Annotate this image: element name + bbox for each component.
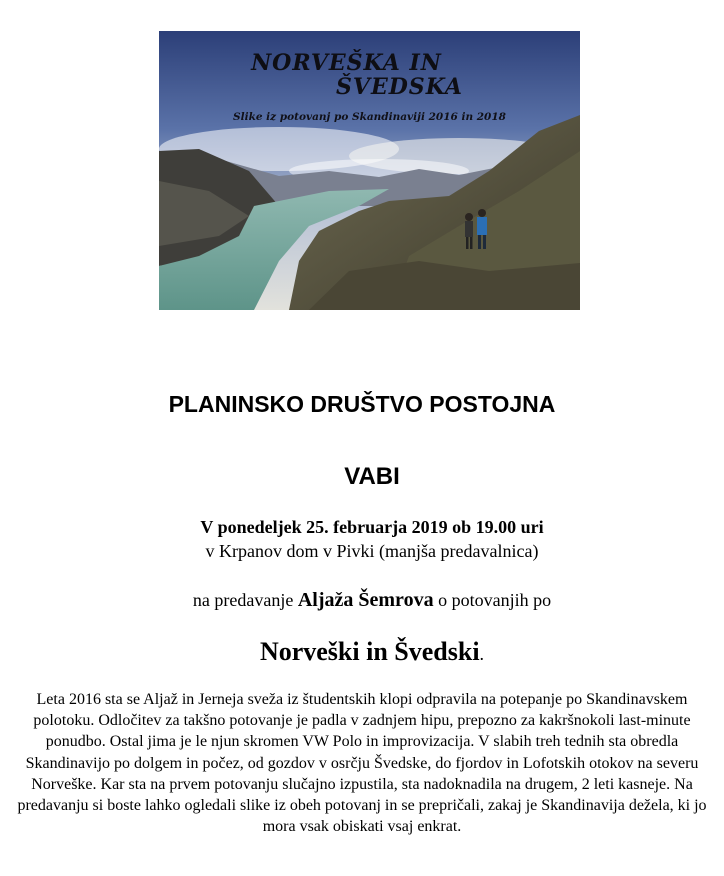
lecture-prefix: na predavanje — [192, 590, 294, 610]
poster-title-line2: ŠVEDSKA — [336, 74, 463, 100]
poster-image — [159, 31, 580, 310]
event-venue: v Krpanov dom v Pivki (manjša predavalnica) — [205, 541, 539, 561]
lecture-suffix: o potovanjih po — [438, 590, 552, 610]
speaker-name: Aljaža Šemrova — [297, 589, 434, 611]
poster-subtitle: Slike iz potovanj po Skandinaviji 2016 in 2018 — [233, 111, 506, 123]
countries-text: Norveški in Švedski — [259, 637, 480, 666]
countries-period: . — [479, 644, 485, 664]
countries-title — [10, 637, 724, 667]
organization-heading: PLANINSKO DRUŠTVO POSTOJNA — [168, 391, 556, 417]
event-date-time: V ponedeljek 25. februarja 2019 ob 19.00 uri — [200, 517, 544, 537]
lecture-line — [10, 589, 724, 612]
invite-heading: VABI — [344, 463, 400, 490]
poster-title-line1: NORVEŠKA IN — [251, 50, 442, 76]
event-description: Leta 2016 sta se Aljaž in Jerneja sveža iz študentskih klopi odpravila na potepanje po Skandinavskem polotoku. Odločitev za takšno potovanje je padla v zadnjem hipu, prepozno za kakršnokoli last-minute ponudbo. Ostal jima je le njun skromen VW Polo in improvizacija. V slabih treh tednih sta obredla Skandinavijo po dolgem in počez, od gozdov v osrčju Švedske, do fjordov in Lofotskih otokov na severu Norveške. Kar sta na prvem potovanju slučajno izpustila, sta nadoknadila na drugem, 2 leti kasneje. Na predavanju si boste lahko ogledali slike iz obeh potovanj in se prepričali, zakaj je Skandinavija dežela, ki jo mora vsak obiskati vsaj enkrat. — [17, 691, 707, 836]
